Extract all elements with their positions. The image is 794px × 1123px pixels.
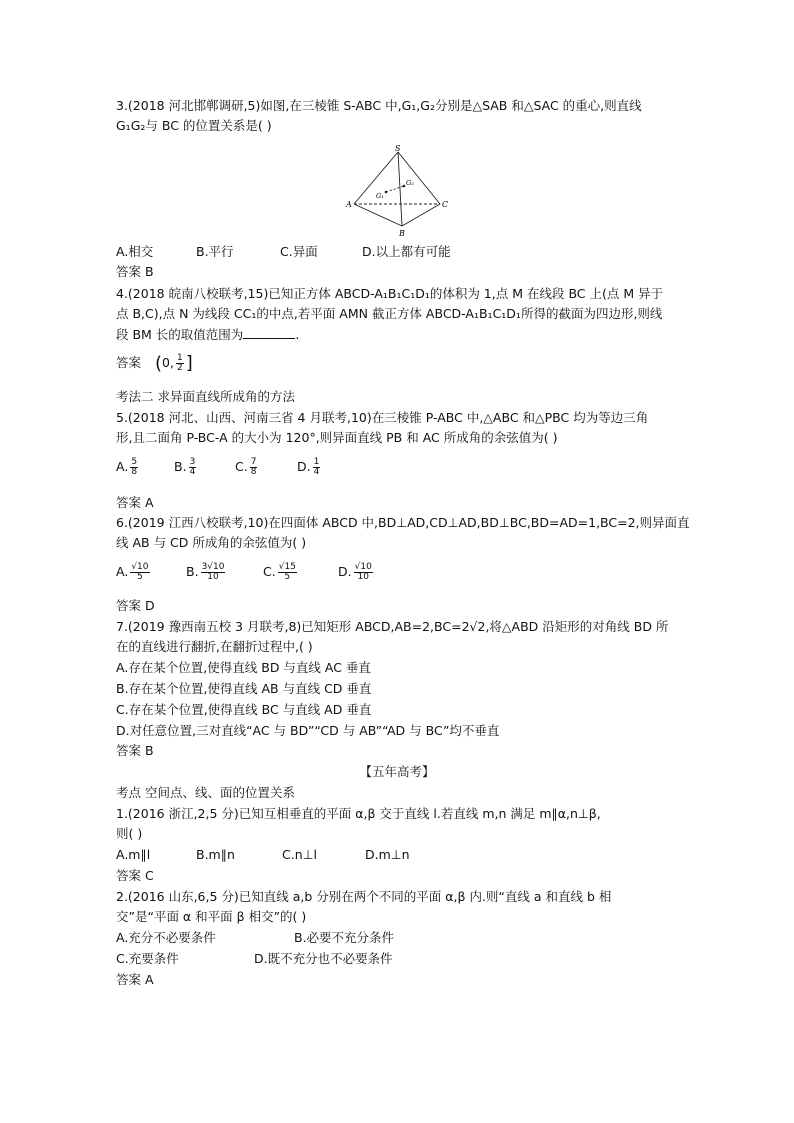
- q3-answer: 答案 B: [116, 264, 154, 279]
- q6-option-a-label: A.: [116, 564, 129, 579]
- g1-stem-line1: 1.(2016 浙江,2,5 分)已知互相垂直的平面 α,β 交于直线 l.若直线 m,n 满足 m∥α,n⊥β,: [116, 806, 601, 821]
- g1-option-d: D.m⊥n: [365, 847, 410, 862]
- q5-option-d-num: 1: [313, 457, 320, 467]
- label-A: A: [346, 200, 352, 209]
- q4-answer-zero: 0,: [162, 355, 174, 370]
- q5-option-a-label: A.: [116, 459, 129, 474]
- g2-option-c: C.充要条件: [116, 951, 179, 966]
- q4-answer: [116, 352, 193, 375]
- label-G1: G₁: [376, 192, 384, 200]
- q6-option-c-num: √15: [278, 562, 296, 572]
- q6-option-d-label: D.: [338, 564, 352, 579]
- edge-BC: [402, 204, 440, 226]
- q5-option-c: [235, 458, 259, 477]
- q5-option-c-num: 7: [250, 457, 257, 467]
- g1-option-a: A.m∥l: [116, 847, 151, 862]
- q7-stem-line1: 7.(2019 豫西南五校 3 月联考,8)已知矩形 ABCD,AB=2,BC=2√2,将△ABD 沿矩形的对角线 BD 所: [116, 619, 669, 634]
- q7-option-b: B.存在某个位置,使得直线 AB 与直线 CD 垂直: [116, 681, 372, 696]
- point-G2: [403, 185, 406, 188]
- q5-option-b-num: 3: [189, 457, 196, 467]
- segment-G1G2: [386, 186, 404, 192]
- q4-answer-label: 答案: [116, 355, 142, 370]
- q5-option-b: [174, 458, 198, 477]
- q5-option-d-den: 4: [313, 467, 320, 477]
- edge-AB: [354, 204, 402, 226]
- q6-option-b-den: 10: [207, 572, 219, 582]
- q3-stem-line1: 3.(2018 河北邯郸调研,5)如图,在三棱锥 S-ABC 中,G₁,G₂分别是△SAB 和△SAC 的重心,则直线: [116, 98, 642, 113]
- q6-option-c-label: C.: [263, 564, 276, 579]
- q3-option-a: A.相交: [116, 244, 154, 259]
- g2-option-b: B.必要不充分条件: [294, 930, 395, 945]
- g2-option-d: D.既不充分也不必要条件: [254, 951, 393, 966]
- q6-option-b: [186, 563, 227, 582]
- q4-answer-close: ]: [185, 352, 193, 374]
- q6-option-d-num: √10: [354, 562, 372, 572]
- q7-option-d: D.对任意位置,三对直线“AC 与 BD”“CD 与 AB”“AD 与 BC”均不垂直: [116, 723, 500, 738]
- q6-stem-line2: 线 AB 与 CD 所成角的余弦值为( ): [116, 535, 307, 550]
- g1-stem-line2: 则( ): [116, 826, 143, 841]
- label-G2: G₂: [406, 179, 414, 187]
- q7-option-c: C.存在某个位置,使得直线 BC 与直线 AD 垂直: [116, 702, 372, 717]
- q3-option-c: C.异面: [280, 244, 318, 259]
- edge-SC: [398, 152, 440, 204]
- g2-answer: 答案 A: [116, 972, 154, 987]
- g2-stem-line2: 交”是“平面 α 和平面 β 相交”的( ): [116, 909, 307, 924]
- q5-option-a-den: 8: [131, 467, 138, 477]
- q6-option-d-den: 10: [357, 572, 369, 582]
- q4-stem-line3-end: .: [295, 327, 300, 342]
- q4-answer-den: 2: [176, 363, 183, 373]
- q6-option-c: [263, 563, 299, 582]
- q7-option-a: A.存在某个位置,使得直线 BD 与直线 AC 垂直: [116, 660, 371, 675]
- q5-option-a: [116, 458, 140, 477]
- label-S: S: [395, 144, 401, 153]
- topic-title: 考点 空间点、线、面的位置关系: [116, 785, 295, 800]
- g2-stem-line1: 2.(2016 山东,6,5 分)已知直线 a,b 分别在两个不同的平面 α,β 内.则“直线 a 和直线 b 相: [116, 889, 612, 904]
- q6-option-a-num: √10: [131, 562, 149, 572]
- q4-stem-line1: 4.(2018 皖南八校联考,15)已知正方体 ABCD-A₁B₁C₁D₁的体积为 1,点 M 在线段 BC 上(点 M 异于: [116, 286, 664, 301]
- q6-stem-line1: 6.(2019 江西八校联考,10)在四面体 ABCD 中,BD⊥AD,CD⊥AD,BD⊥BC,BD=AD=1,BC=2,则异面直: [116, 515, 690, 530]
- q5-answer: 答案 A: [116, 495, 154, 510]
- q5-stem-line1: 5.(2018 河北、山西、河南三省 4 月联考,10)在三棱锥 P-ABC 中,△ABC 和△PBC 均为等边三角: [116, 410, 649, 425]
- q7-answer: 答案 B: [116, 743, 154, 758]
- q6-option-c-den: 5: [284, 572, 291, 582]
- q5-option-b-den: 4: [189, 467, 196, 477]
- q6-option-a-den: 5: [137, 572, 143, 582]
- q5-option-b-label: B.: [174, 459, 187, 474]
- section-title-five-year: 【五年高考】: [359, 764, 435, 779]
- q4-stem-line3-text: 段 BM 长的取值范围为: [116, 327, 244, 342]
- q7-stem-line2: 在的直线进行翻折,在翻折过程中,( ): [116, 639, 313, 654]
- g2-option-a: A.充分不必要条件: [116, 930, 216, 945]
- g1-option-b: B.m∥n: [196, 847, 235, 862]
- point-G1: [385, 191, 388, 194]
- g1-option-c: C.n⊥l: [282, 847, 317, 862]
- q6-option-d: [338, 563, 375, 582]
- q6-option-b-num: 3√10: [201, 562, 225, 572]
- q3-option-b: B.平行: [196, 244, 234, 259]
- q5-option-c-label: C.: [235, 459, 248, 474]
- g1-answer: 答案 C: [116, 868, 154, 883]
- q4-stem-line2: 点 B,C),点 N 为线段 CC₁的中点,若平面 AMN 截正方体 ABCD-A₁B₁C₁D₁所得的截面为四边形,则线: [116, 306, 663, 321]
- q5-stem-line2: 形,且二面角 P-BC-A 的大小为 120°,则异面直线 PB 和 AC 所成角的余弦值为( ): [116, 430, 558, 445]
- q6-option-a: [116, 563, 152, 582]
- q4-stem-line3: [116, 325, 299, 345]
- q5-option-d: [297, 458, 322, 477]
- q4-answer-num: 1: [176, 353, 183, 363]
- q5-option-d-label: D.: [297, 459, 311, 474]
- q5-option-a-num: 5: [131, 457, 138, 467]
- label-B: B: [399, 229, 405, 238]
- q6-answer: 答案 D: [116, 598, 155, 613]
- label-C: C: [442, 200, 449, 209]
- q4-answer-open: (: [155, 352, 163, 374]
- edge-SB: [398, 152, 402, 226]
- q5-option-c-den: 8: [250, 467, 257, 477]
- tetrahedron-figure: [340, 142, 460, 240]
- q3-option-d: D.以上都有可能: [362, 244, 451, 259]
- section-title-method2: 考法二 求异面直线所成角的方法: [116, 389, 295, 404]
- q3-stem-line2: G₁G₂与 BC 的位置关系是( ): [116, 118, 272, 133]
- answer-blank: [243, 326, 295, 339]
- q6-option-b-label: B.: [186, 564, 199, 579]
